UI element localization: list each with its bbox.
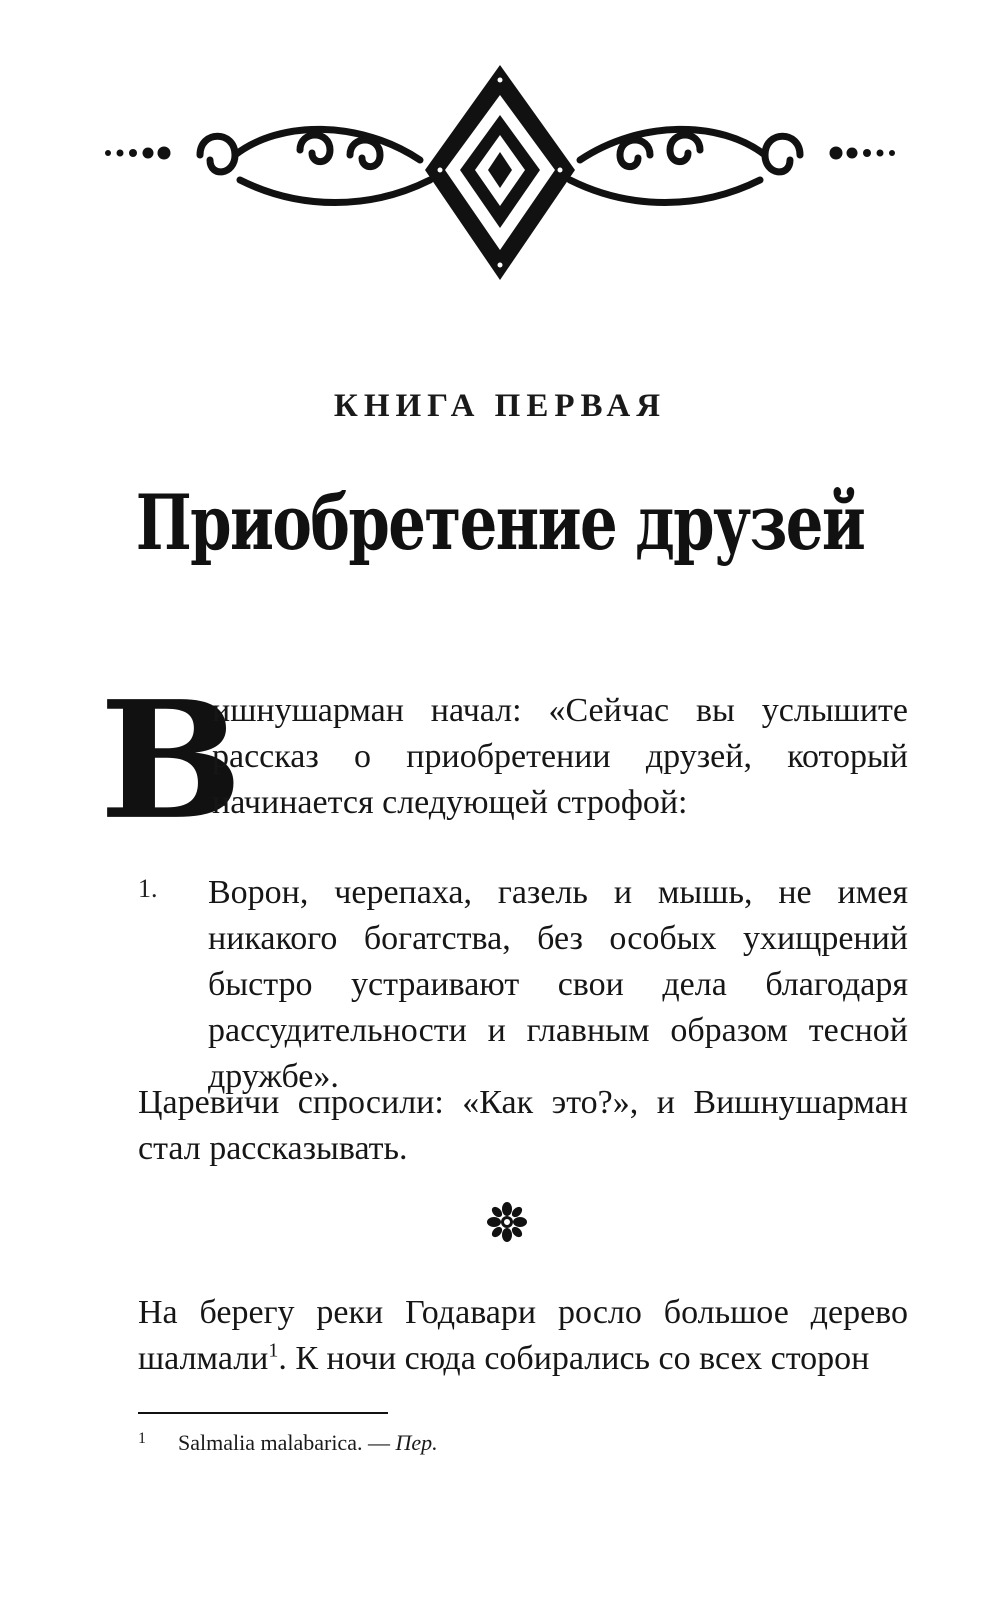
paragraph-3-text: На берегу реки Годавари росло большое дерево шалмали: [138, 1294, 908, 1377]
footnote-translator-note: Пер.: [395, 1430, 438, 1455]
paragraph-3: [138, 1290, 908, 1382]
footnote-reference[interactable]: 1: [268, 1339, 279, 1362]
paragraph-2: Царевичи спросили: «Как это?», и Вишнушарман стал рассказывать.: [138, 1084, 908, 1167]
paragraph-3-text-continued: . К ночи сюда собирались со всех сторон: [278, 1340, 870, 1377]
footnote-divider: [138, 1412, 388, 1414]
verse-text: Ворон, черепаха, газель и мышь, не имея никакого богатства, без особых ухищрений быстро устраивают свои дела благодаря рассудительности и главным образом тесной дружбе».: [208, 874, 908, 1095]
footnote-text: Salmalia malabarica. —: [178, 1430, 396, 1455]
svg-text:В: В: [99, 665, 243, 856]
footnote-marker: 1: [138, 1430, 146, 1447]
flower-separator-icon: [487, 1202, 527, 1242]
intro-paragraph: ишнушарман начал: «Сейчас вы услышите рассказ о приобретении друзей, который начинается следующей строфой:: [212, 692, 908, 821]
ornamental-header-icon: [100, 60, 900, 290]
chapter-title: Приобретение друзей: [135, 478, 865, 567]
drop-cap: [99, 665, 243, 856]
footnote: [138, 1430, 438, 1456]
verse-number: 1.: [138, 874, 158, 903]
book-label: КНИГА ПЕРВАЯ: [333, 388, 667, 424]
